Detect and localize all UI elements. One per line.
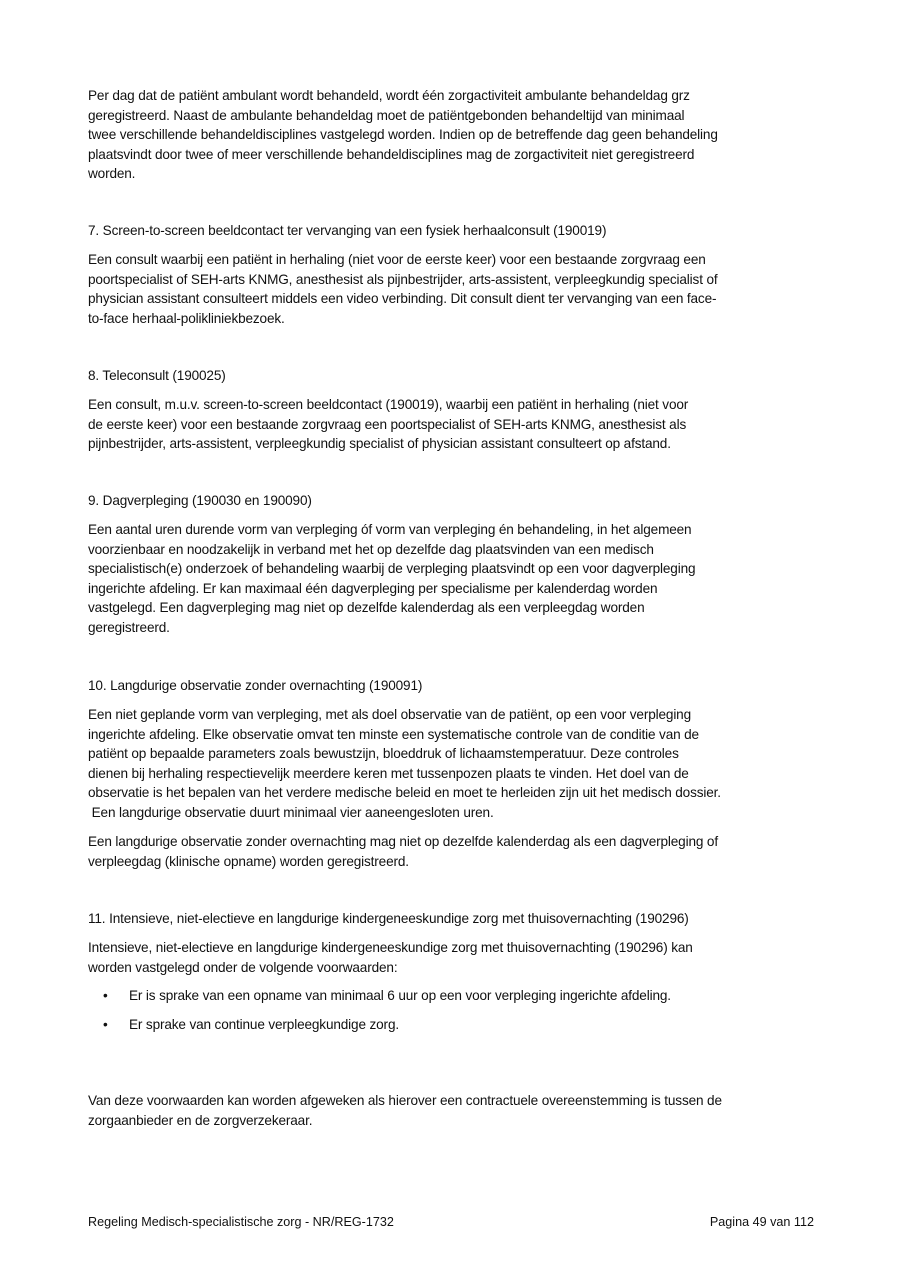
- heading-text: 8. Teleconsult (190025): [88, 368, 226, 383]
- section-9-heading: [88, 491, 818, 511]
- text-line: dienen bij herhaling respectievelijk meerdere keren met tussenpozen plaats te vinden. Het doel van de: [88, 765, 689, 781]
- text-line: Een langdurige observatie duurt minimaal vier aaneengesloten uren.: [88, 804, 494, 820]
- section-7-paragraph: [88, 250, 818, 328]
- text-line: zorgaanbieder en de zorgverzekeraar.: [88, 1112, 313, 1128]
- heading-text: 7. Screen-to-screen beeldcontact ter vervanging van een fysiek herhaalconsult (190019): [88, 223, 607, 238]
- section-10-heading: [88, 676, 818, 696]
- bullet-item: [88, 1015, 818, 1035]
- text-line: physician assistant consulteert middels een video verbinding. Dit consult dient ter vervanging van een face-: [88, 291, 717, 307]
- text-line: poortspecialist of SEH-arts KNMG, anesthesist als pijnbestrijder, arts-assistent, verpleegkundig specialist of: [88, 271, 718, 287]
- text-line: to-face herhaal-polikliniekbezoek.: [88, 310, 285, 326]
- text-line: verpleegdag (klinische opname) worden geregistreerd.: [88, 853, 409, 869]
- section-8-paragraph: [88, 395, 818, 454]
- section-11-paragraph: [88, 938, 818, 977]
- text-line: plaatsvindt door twee of meer verschillende behandeldisciplines mag de zorgactiviteit niet geregistreerd: [88, 146, 695, 162]
- text-line: ingerichte afdeling. Elke observatie omvat ten minste een systematische controle van de conditie van de: [88, 726, 699, 742]
- text-line: voorzienbaar en noodzakelijk in verband met het op dezelfde dag plaatsvinden van een medisch: [88, 541, 654, 557]
- text-line: pijnbestrijder, arts-assistent, verpleegkundig specialist of physician assistant consulteert op afstand.: [88, 436, 671, 452]
- text-line: observatie is het bepalen van het verdere medische beleid en moet te herleiden zijn uit het medisch dossier.: [88, 785, 721, 801]
- heading-text: 9. Dagverpleging (190030 en 190090): [88, 493, 312, 508]
- bullet-icon: •: [103, 988, 108, 1003]
- text-line: Van deze voorwaarden kan worden afgeweken als hierover een contractuele overeenstemming is tussen de: [88, 1093, 722, 1108]
- bullet-icon: •: [103, 1017, 108, 1032]
- section-9-paragraph: [88, 520, 818, 638]
- text-line: Een consult, m.u.v. screen-to-screen beeldcontact (190019), waarbij een patiënt in herhaling (niet voor: [88, 397, 689, 412]
- bullet-item: [88, 986, 818, 1006]
- text-line: Een niet geplande vorm van verpleging, met als doel observatie van de patiënt, op een voor verpleging: [88, 707, 692, 722]
- text-line: Intensieve, niet-electieve en langdurige kindergeneeskundige zorg met thuisovernachting (190296) kan: [88, 940, 693, 955]
- text-line: worden vastgelegd onder de volgende voorwaarden:: [88, 959, 398, 975]
- section-10-paragraph-1: [88, 705, 818, 823]
- text-line: Een aantal uren durende vorm van verpleging óf vorm van verpleging én behandeling, in het algemeen: [88, 522, 692, 537]
- text-line: Een langdurige observatie zonder overnachting mag niet op dezelfde kalenderdag als een dagverpleging of: [88, 834, 718, 849]
- bullet-text: Er is sprake van een opname van minimaal 6 uur op een voor verpleging ingerichte afdeling.: [129, 988, 671, 1003]
- text-line: Per dag dat de patiënt ambulant wordt behandeld, wordt één zorgactiviteit ambulante behandeldag grz: [88, 88, 690, 103]
- intro-paragraph: [88, 86, 818, 184]
- text-line: geregistreerd.: [88, 619, 170, 635]
- text-line: twee verschillende behandeldisciplines vastgelegd worden. Indien op de betreffende dag geen behandeling: [88, 127, 718, 143]
- text-line: vastgelegd. Een dagverpleging mag niet op dezelfde kalenderdag als een verpleegdag worden: [88, 600, 645, 616]
- heading-text: 10. Langdurige observatie zonder overnachting (190091): [88, 678, 423, 693]
- text-line: geregistreerd. Naast de ambulante behandeldag moet de patiëntgebonden behandeltijd van minimaal: [88, 107, 685, 123]
- section-7-heading: [88, 221, 818, 241]
- text-line: Een consult waarbij een patiënt in herhaling (niet voor de eerste keer) voor een bestaande zorgvraag een: [88, 252, 706, 267]
- text-line: ingerichte afdeling. Er kan maximaal één dagverpleging per specialisme per kalenderdag worden: [88, 580, 658, 596]
- page-footer: [88, 1212, 818, 1232]
- section-8-heading: [88, 366, 818, 386]
- heading-text: 11. Intensieve, niet-electieve en langdurige kindergeneeskundige zorg met thuisovernachting (190296): [88, 911, 689, 926]
- document-reference: Regeling Medisch-specialistische zorg - NR/REG-1732: [88, 1215, 394, 1229]
- closing-paragraph: [88, 1091, 818, 1130]
- text-line: patiënt op bepaalde parameters zoals bewustzijn, bloeddruk of lichaamstemperatuur. Deze controles: [88, 746, 679, 762]
- text-line: specialistisch(e) onderzoek of behandeling waarbij de verpleging plaatsvindt op een voor dagverpleging: [88, 561, 696, 577]
- bullet-text: Er sprake van continue verpleegkundige zorg.: [129, 1017, 399, 1032]
- text-line: worden.: [88, 166, 136, 182]
- section-10-paragraph-2: [88, 832, 818, 871]
- text-line: de eerste keer) voor een bestaande zorgvraag een poortspecialist of SEH-arts KNMG, anesthesist als: [88, 416, 687, 432]
- page-number: Pagina 49 van 112: [709, 1215, 814, 1229]
- section-11-heading: [88, 909, 818, 929]
